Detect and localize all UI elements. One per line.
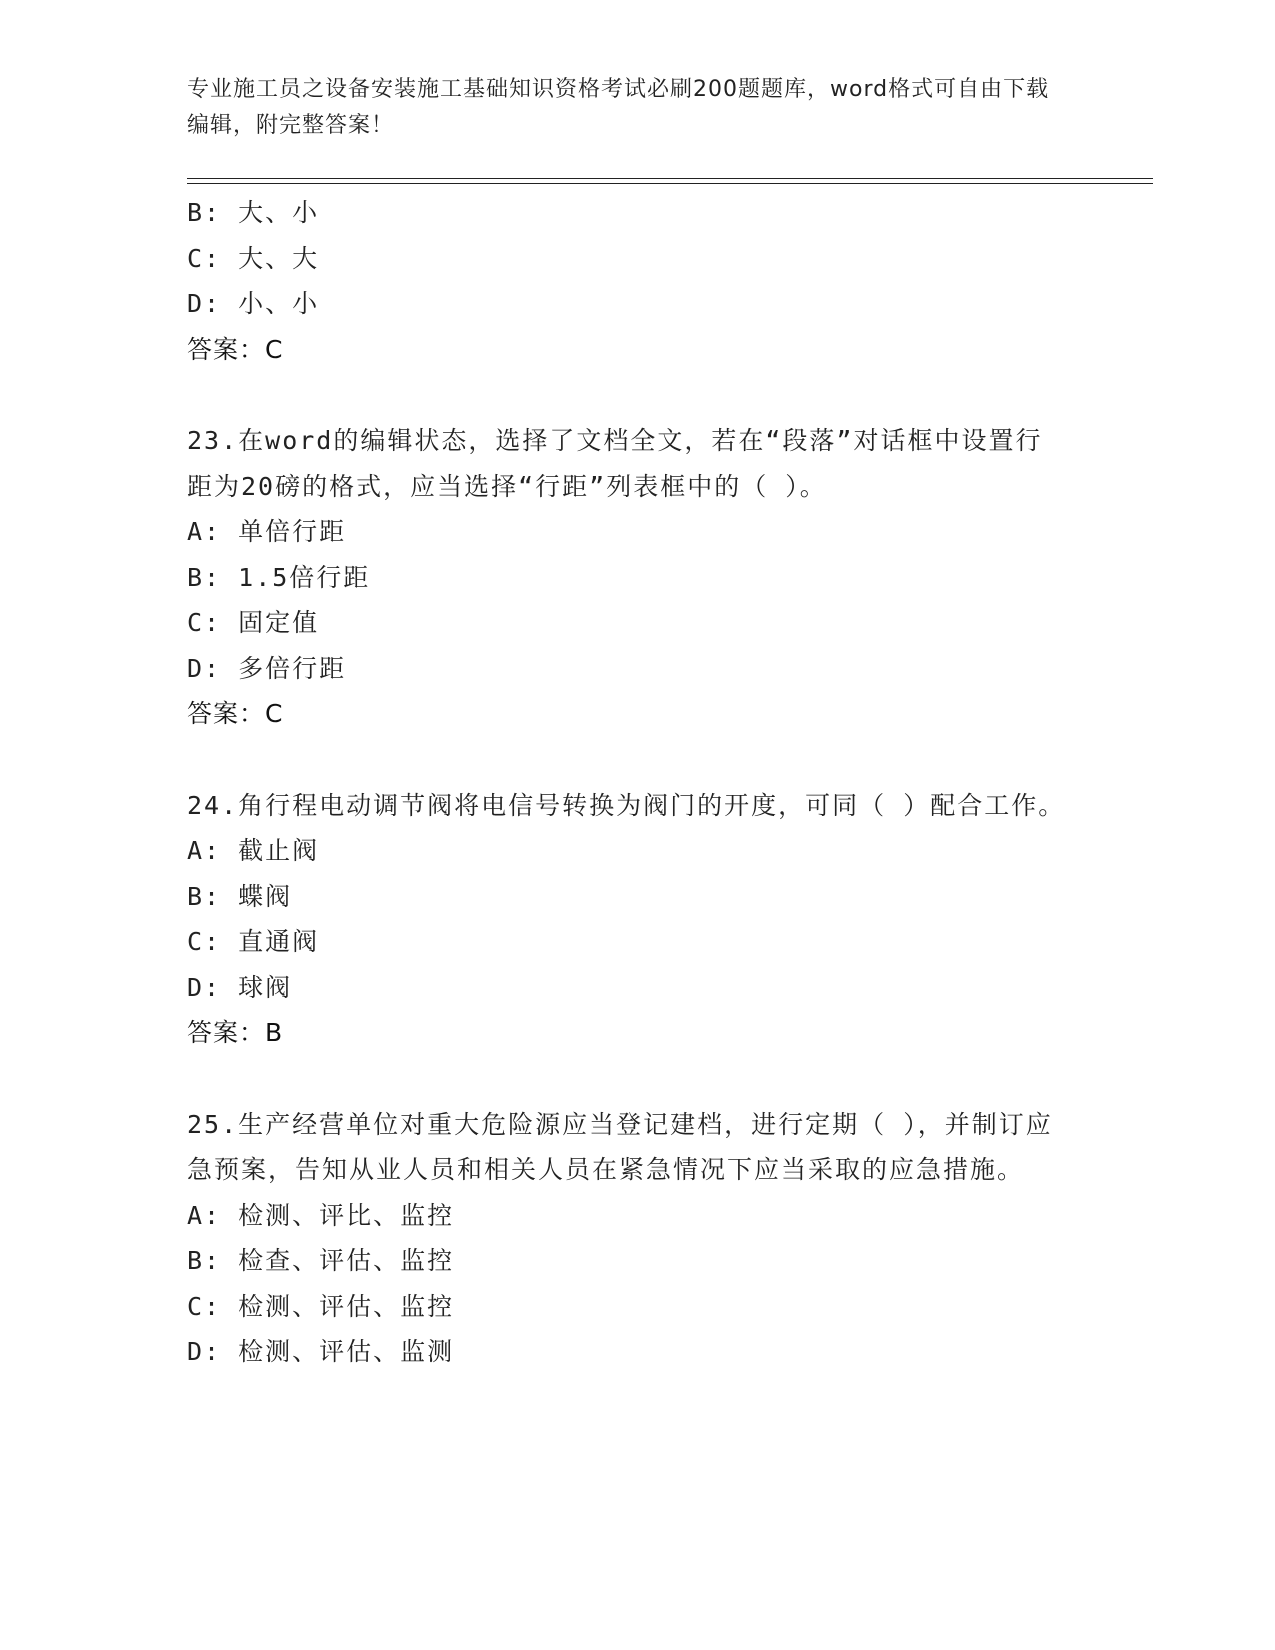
option-d: D: 检测、评估、监测 bbox=[187, 1337, 455, 1366]
previous-question-tail bbox=[187, 190, 1067, 372]
answer-line: 答案：B bbox=[187, 1018, 284, 1047]
option-b: B: 蝶阀 bbox=[187, 881, 293, 911]
header-rule-top bbox=[187, 178, 1153, 179]
answer-line: 答案：C bbox=[187, 334, 284, 364]
option-d: D: 球阀 bbox=[187, 972, 293, 1002]
question-25 bbox=[187, 1102, 1067, 1375]
document-body bbox=[187, 190, 1067, 1375]
option-a: A: 单倍行距 bbox=[187, 517, 347, 546]
header-rule-bottom bbox=[187, 183, 1153, 184]
document-header: 专业施工员之设备安装施工基础知识资格考试必刷200题题库，word格式可自由下载编辑，附完整答案！ bbox=[187, 77, 1050, 138]
option-a: A: 截止阀 bbox=[187, 836, 320, 865]
option-a: A: 检测、评比、监控 bbox=[187, 1200, 455, 1230]
option-c: C: 大、大 bbox=[187, 243, 320, 273]
question-text: 23.在word的编辑状态，选择了文档全文，若在“段落”对话框中设置行距为20磅的格式，应当选择“行距”列表框中的（ ）。 bbox=[187, 426, 1043, 501]
question-text: 24.角行程电动调节阀将电信号转换为阀门的开度，可同（ ）配合工作。 bbox=[187, 790, 1066, 820]
option-d: D: 多倍行距 bbox=[187, 653, 347, 683]
question-23 bbox=[187, 418, 1067, 737]
option-b: B: 1.5倍行距 bbox=[187, 562, 371, 592]
option-b: B: 检查、评估、监控 bbox=[187, 1246, 455, 1275]
option-c: C: 直通阀 bbox=[187, 927, 320, 956]
option-c: C: 固定值 bbox=[187, 608, 320, 637]
option-d: D: 小、小 bbox=[187, 289, 320, 318]
option-b: B: 大、小 bbox=[187, 198, 320, 227]
answer-line: 答案：C bbox=[187, 699, 284, 728]
option-c: C: 检测、评估、监控 bbox=[187, 1291, 455, 1321]
question-24 bbox=[187, 783, 1067, 1056]
question-text: 25.生产经营单位对重大危险源应当登记建档，进行定期（ ），并制订应急预案，告知从业人员和相关人员在紧急情况下应当采取的应急措施。 bbox=[187, 1109, 1053, 1184]
